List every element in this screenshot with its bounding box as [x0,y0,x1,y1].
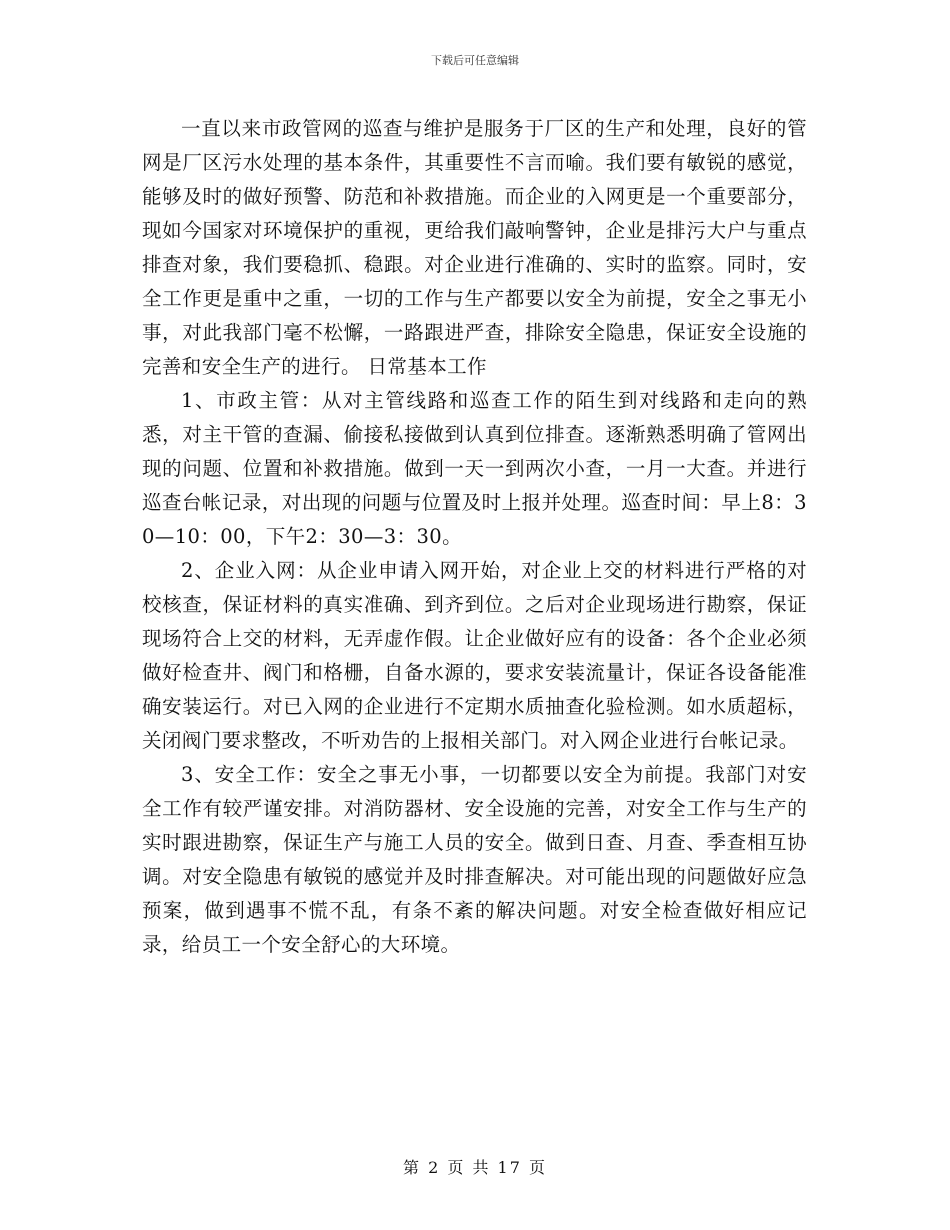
document-body [142,112,807,962]
paragraph-municipal-pipe: 1、市政主管：从对主管线路和巡查工作的陌生到对线路和走向的熟悉，对主干管的查漏、偷接私接做到认真到位排查。逐渐熟悉明确了管网出现的问题、位置和补救措施。做到一天一到两次小查，一月一大查。并进行巡查台帐记录，对出现的问题与位置及时上报并处理。巡查时间：早上8：30—10：00，下午2：30—3：30。 [142,389,807,548]
paragraph-intro: 一直以来市政管网的巡查与维护是服务于厂区的生产和处理，良好的管网是厂区污水处理的基本条件，其重要性不言而喻。我们要有敏锐的感觉，能够及时的做好预警、防范和补救措施。而企业的入网更是一个重要部分，现如今国家对环境保护的重视，更给我们敲响警钟，企业是排污大户与重点排查对象，我们要稳抓、稳跟。对企业进行准确的、实时的监察。同时，安全工作更是重中之重，一切的工作与生产都要以安全为前提，安全之事无小事，对此我部门毫不松懈，一路跟进严查，排除安全隐患，保证安全设施的完善和安全生产的进行。 日常基本工作 [142,117,807,378]
page-footer: 第 2 页 共 17 页 [403,1158,547,1177]
page-header: 下载后可任意编辑 [431,54,519,67]
paragraph-enterprise-network: 2、企业入网：从企业申请入网开始，对企业上交的材料进行严格的对校核查，保证材料的真实准确、到齐到位。之后对企业现场进行勘察，保证现场符合上交的材料，无弄虚作假。让企业做好应有的设备：各个企业必须做好检查井、阀门和格栅，自备水源的，要求安装流量计，保证各设备能准确安装运行。对已入网的企业进行不定期水质抽查化验检测。如水质超标，关闭阀门要求整改，不听劝告的上报相关部门。对入网企业进行台帐记录。 [142,559,807,752]
paragraph-safety-work: 3、安全工作：安全之事无小事，一切都要以安全为前提。我部门对安全工作有较严谨安排。对消防器材、安全设施的完善，对安全工作与生产的实时跟进勘察，保证生产与施工人员的安全。做到日查、月查、季查相互协调。对安全隐患有敏锐的感觉并及时排查解决。对可能出现的问题做好应急预案，做到遇事不慌不乱，有条不紊的解决问题。对安全检查做好相应记录，给员工一个安全舒心的大环境。 [142,763,807,956]
